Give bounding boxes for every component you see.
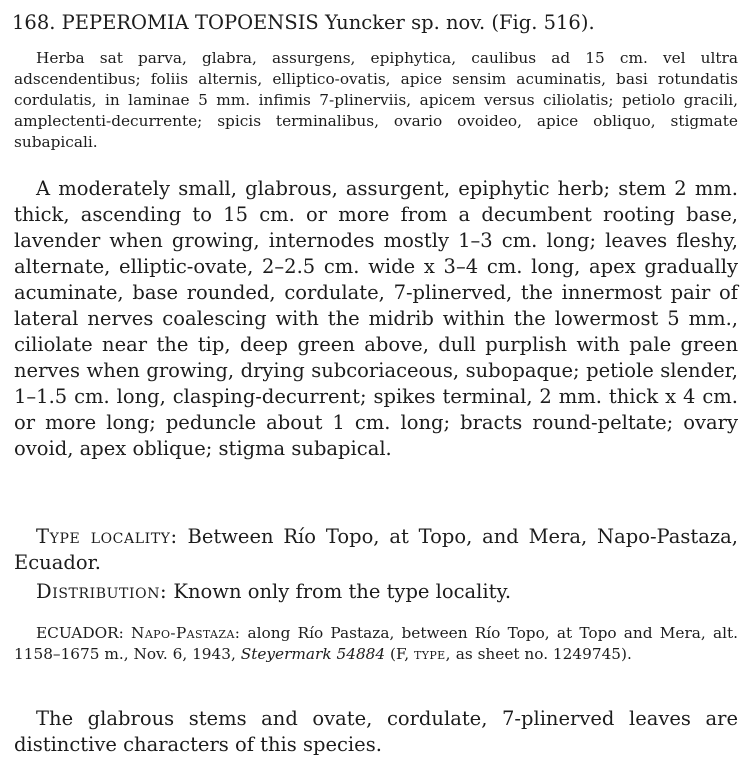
- species-description: [14, 176, 738, 462]
- specimen-country: ECUADOR:: [36, 624, 124, 642]
- type-locality-label: Type locality:: [36, 525, 178, 548]
- species-remark-text: The glabrous stems and ovate, cordulate, 7-plinerved leaves are distinctive characters of this species.: [14, 707, 738, 756]
- specimen-locality: along Río Pastaza, between Río Topo, at Topo and Mera, alt. 1158–1675 m., Nov. 6, 1943,: [14, 624, 738, 663]
- species-heading: [12, 10, 742, 36]
- species-number: 168.: [12, 11, 56, 34]
- latin-diagnosis: [14, 48, 738, 153]
- specimen-type-label: type,: [413, 645, 451, 663]
- specimen-collector: Steyermark 54884: [240, 645, 386, 663]
- species-authority: Yuncker sp. nov. (Fig. 516).: [324, 11, 595, 34]
- species-remark: [14, 706, 738, 758]
- specimen-province: Napo-Pastaza:: [131, 624, 241, 642]
- species-description-text: A moderately small, glabrous, assurgent, epiphytic herb; stem 2 mm. thick, ascending to 15 cm. or more from a decumbent rooting base, lavender when growing, internodes mostly 1–3 cm. long; leaves fleshy, alternate, elliptic-ovate, 2–2.5 cm. wide x 3–4 cm. long, apex gradually acuminate, base rounded, cordulate, 7-plinerved, the innermost pair of lateral nerves coalescing with the midrib within the lowermost 5 mm., ciliolate near the tip, deep green above, dull purplish with pale green nerves when growing, drying subcoriaceous, subopaque; petiole slender, 1–1.5 cm. long, clasping-decurrent; spikes terminal, 2 mm. thick x 4 cm. or more long; peduncle about 1 cm. long; bracts round-peltate; ovary ovoid, apex oblique; stigma subapical.: [14, 177, 738, 460]
- distribution-label: Distribution:: [36, 580, 168, 603]
- distribution: [14, 579, 738, 605]
- type-locality: [14, 524, 738, 576]
- specimen-citation: [14, 623, 738, 665]
- distribution-text: Known only from the type locality.: [173, 580, 512, 603]
- species-name: PEPEROMIA TOPOENSIS: [61, 11, 319, 34]
- type-locality-text: Between Río Topo, at Topo, and Mera, Napo-Pastaza, Ecuador.: [14, 525, 738, 574]
- latin-diagnosis-text: Herba sat parva, glabra, assurgens, epiphytica, caulibus ad 15 cm. vel ultra adscendentibus; foliis alternis, elliptico-ovatis, apice sensim acuminatis, basi rotundatis cordulatis, in laminae 5 mm. infimis 7-plinerviis, apicem versus ciliolatis; petiolo gracili, amplectenti-decurrente; spicis terminalibus, ovario ovoideo, apice obliquo, stigmate subapicali.: [14, 49, 738, 151]
- specimen-sheet: as sheet no. 1249745).: [455, 645, 632, 663]
- specimen-herbarium: (F,: [390, 645, 410, 663]
